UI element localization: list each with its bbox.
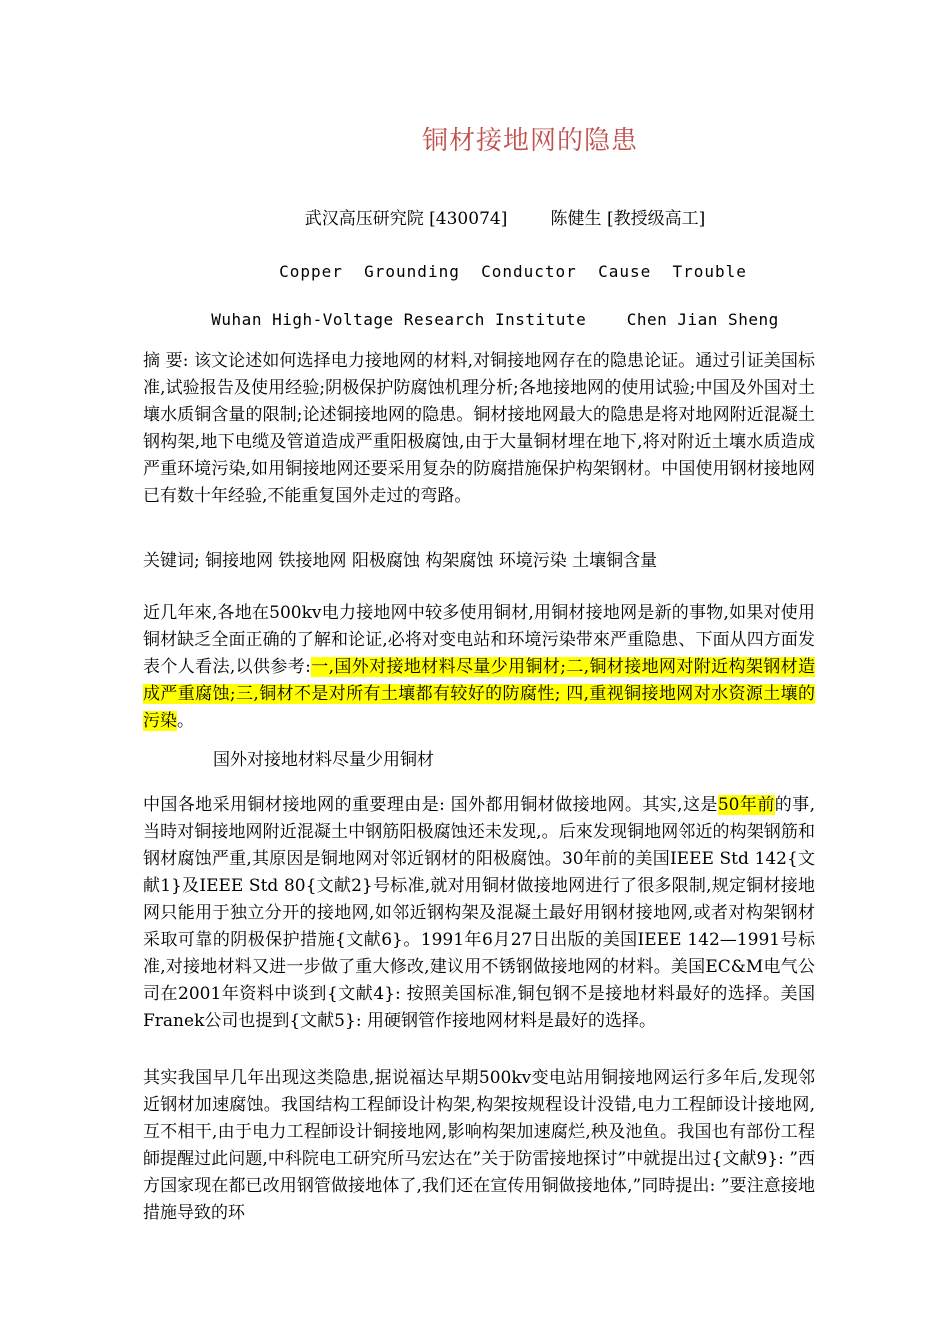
body-paragraph-2: 其实我国早几年出现这类隐患,据说福达早期500kv变电站用铜接地网运行多年后,发现邻近钢材加速腐蚀。我国结构工程師设计构架,构架按规程设计没错,电力工程師设计接地网,互不相干,由于电力工程師设计铜接地网,影响构架加速腐烂,秧及池鱼。我国也有部份工程師提醒过此问题,中科院电工研究所马宏达在”关于防雷接地探讨”中就提出过{文献9}: ”西方国家现在都已改用钢管做接地体了,我们还在宣传用铜做接地体,”同時提出: ”要注意接地措施导致的环 (143, 1068, 815, 1223)
intro-text: 近几年來,各地在500kv电力接地网中较多使用铜材,用铜材接地网是新的事物,如果对使用铜材缺乏全面正确的了解和论证,必将对变电站和环境污染带來严重隐患、下面从四方面发表个人看法,以供参考: (143, 603, 815, 677)
section-heading: 国外对接地材料尽量少用铜材 (213, 750, 434, 770)
body1-lead: 中国各地采用铜材接地网的重要理由是: 国外都用铜材做接地网。其实,这是 (143, 795, 718, 815)
intro-highlight: 一,国外对接地材料尽量少用铜材;二,铜材接地网对附近构架钢材造成严重腐蚀;三,铜材不是对所有土壤都有较好的防腐性; 四,重视铜接地网对水资源土壤的污染 (143, 657, 815, 731)
abstract-paragraph: 摘 要: 该文论述如何选择电力接地网的材料,对铜接地网存在的隐患论证。通过引证美国标准,试验报告及使用经验;阴极保护防腐蚀机理分析;各地接地网的使用试验;中国及外国对土壤水质铜含量的限制;论述铜接地网的隐患。铜材接地网最大的隐患是将对地网附近混凝土钢构架,地下电缆及管道造成严重阳极腐蚀,由于大量铜材埋在地下,将对附近土壤水质造成严重环境污染,如用铜接地网还要采用复杂的防腐措施保护构架钢材。中国使用钢材接地网已有数十年经验,不能重复国外走过的弯路。 (143, 351, 815, 506)
intro-paragraph (143, 600, 815, 735)
english-authors: Wuhan High-Voltage Research Institute Chen Jian Sheng (211, 310, 779, 329)
authors-chinese: 武汉高压研究院 [430074] 陈健生 [教授级高工] (304, 209, 706, 229)
document-title: 铜材接地网的隐患 (421, 126, 638, 156)
body1-rest: 的事,当時对铜接地网附近混凝土中钢筋阳极腐蚀还未发现,。后來发现铜地网邻近的构架钢筋和钢材腐蚀严重,其原因是铜地网对邻近钢材的阳极腐蚀。30年前的美国IEEE Std 142{文献1}及IEEE Std 80{文献2}号标准,就对用铜材做接地网进行了很多限制,规定铜材接地网只能用于独立分开的接地网,如邻近钢构架及混凝土最好用钢材接地网,或者对构架钢材采取可靠的阴极保护措施{文献6}。1991年6月27日出版的美国IEEE 142—1991号标准,对接地材料又进一步做了重大修改,建议用不锈钢做接地网的材料。美国EC&M电气公司在2001年资料中谈到{文献4}: 按照美国标准,铜包钢不是接地材料最好的选择。美国Franek公司也提到{文献5}: 用硬钢管作接地网材料是最好的选择。 (143, 795, 815, 1031)
keywords-paragraph: 关键词; 铜接地网 铁接地网 阳极腐蚀 构架腐蚀 环境污染 土壤铜含量 (143, 551, 658, 571)
body-paragraph-1 (143, 792, 815, 1035)
body1-highlight: 50年前 (717, 795, 775, 815)
intro-tail: 。 (177, 711, 194, 731)
english-title: Copper Grounding Conductor Cause Trouble (279, 262, 747, 281)
